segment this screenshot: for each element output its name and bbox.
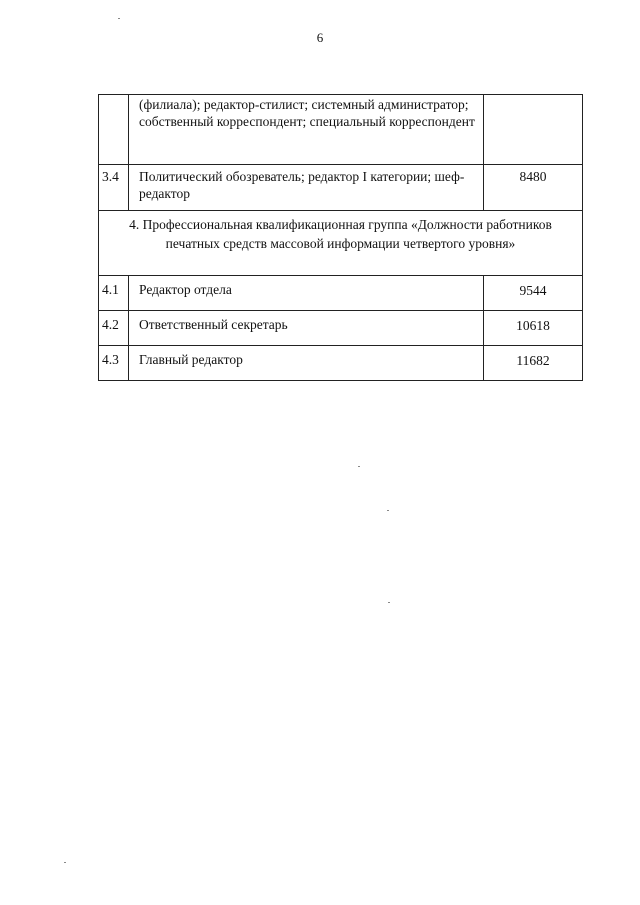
scan-speck xyxy=(118,18,120,19)
position-title: Редактор отдела xyxy=(129,276,484,311)
row-number: 4.1 xyxy=(99,276,129,311)
salary-value: 11682 xyxy=(484,346,583,381)
table-row xyxy=(99,95,583,165)
row-number xyxy=(99,95,129,165)
position-title: Ответственный секретарь xyxy=(129,311,484,346)
row-number: 4.2 xyxy=(99,311,129,346)
scan-speck xyxy=(387,510,389,511)
table-row xyxy=(99,346,583,381)
table-row xyxy=(99,276,583,311)
scan-speck xyxy=(64,862,66,863)
table-row xyxy=(99,165,583,211)
salary-value: 9544 xyxy=(484,276,583,311)
salary-table xyxy=(98,94,583,381)
scan-speck xyxy=(388,602,390,603)
salary-value: 10618 xyxy=(484,311,583,346)
group-header-row xyxy=(99,211,583,276)
qualification-group-title: 4. Профессиональная квалификационная группа «Должности работников печатных средств массовой информации четвертого уровня» xyxy=(99,211,583,276)
salary-value xyxy=(484,95,583,165)
row-number: 4.3 xyxy=(99,346,129,381)
scan-speck xyxy=(358,466,360,467)
table-row xyxy=(99,311,583,346)
position-title: Главный редактор xyxy=(129,346,484,381)
position-title: (филиала); редактор-стилист; системный администратор; собственный корреспондент; специальный корреспондент xyxy=(129,95,484,165)
page-number: 6 xyxy=(316,30,324,45)
position-title: Политический обозреватель; редактор I категории; шеф-редактор xyxy=(129,165,484,211)
salary-value: 8480 xyxy=(484,165,583,211)
row-number: 3.4 xyxy=(99,165,129,211)
